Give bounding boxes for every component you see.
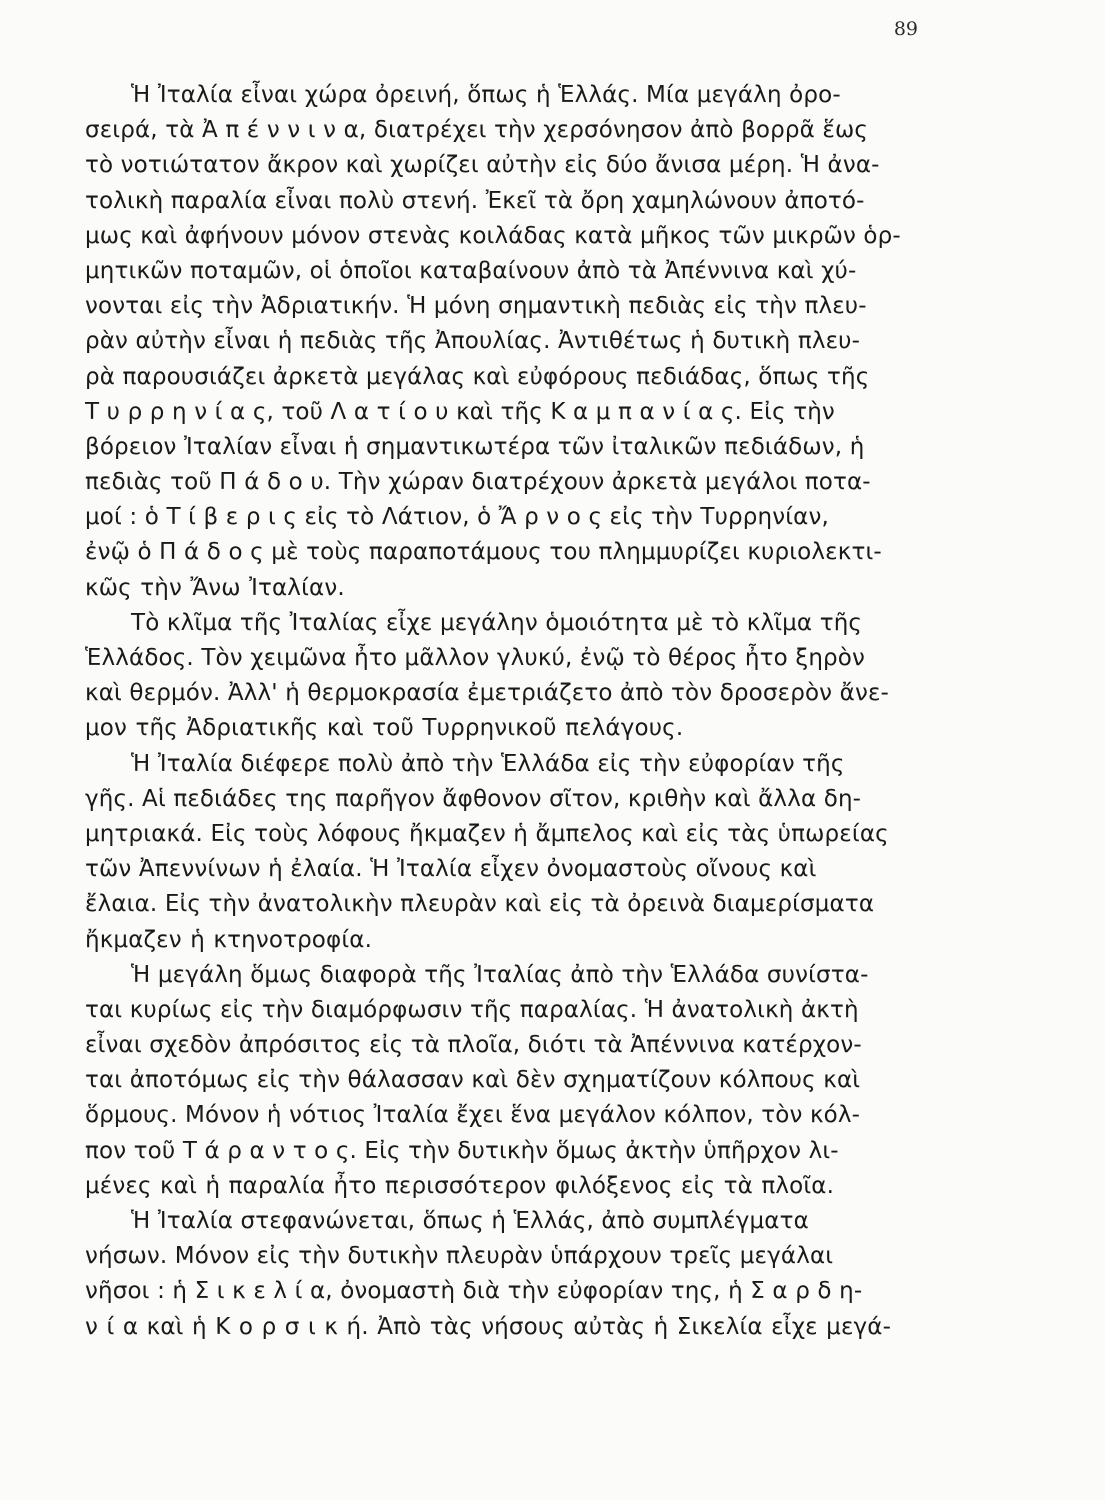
- text-line: Ἡ Ἰταλία διέφερε πολὺ ἀπὸ τὴν Ἑλλάδα εἰς τὴν εὐφορίαν τῆς: [131, 750, 845, 777]
- text-line: πον τοῦ Τ ά ρ α ν τ ο ς. Εἰς τὴν δυτικὴν ὅμως ἀκτὴν ὑπῆρχον λι-: [85, 1137, 839, 1164]
- text-line: μένες καὶ ἡ παραλία ἦτο περισσότερον φιλόξενος εἰς τὰ πλοῖα.: [85, 1172, 835, 1199]
- text-line: βόρειον Ἰταλίαν εἶναι ἡ σημαντικωτέρα τῶν ἰταλικῶν πεδιάδων, ἡ: [85, 433, 865, 460]
- page-number: 89: [893, 18, 918, 40]
- text-line: ἤκμαζεν ἡ κτηνοτροφία.: [85, 926, 373, 953]
- text-line: σειρά, τὰ Ἀ π έ ν ν ι ν α, διατρέχει τὴν χερσόνησον ἀπὸ βορρᾶ ἕως: [85, 117, 869, 144]
- text-line: ἐνῷ ὁ Π ά δ ο ς μὲ τοὺς παραποτάμους του πλημμυρίζει κυριολεκτι-: [85, 539, 882, 566]
- text-line: μητικῶν ποταμῶν, οἱ ὁποῖοι καταβαίνουν ἀπὸ τὰ Ἀπέννινα καὶ χύ-: [85, 257, 857, 284]
- text-line: Ἡ Ἰταλία εἶναι χώρα ὀρεινή, ὅπως ἡ Ἑλλάς. Μία μεγάλη ὀρο-: [131, 82, 841, 108]
- text-line: ται κυρίως εἰς τὴν διαμόρφωσιν τῆς παραλίας. Ἡ ἀνατολικὴ ἀκτὴ: [85, 996, 859, 1023]
- text-line: μως καὶ ἀφήνουν μόνον στενὰς κοιλάδας κατὰ μῆκος τῶν μικρῶν ὁρ-: [85, 222, 901, 249]
- text-line: τὸ νοτιώτατον ἄκρον καὶ χωρίζει αὐτὴν εἰς δύο ἄνισα μέρη. Ἡ ἀνα-: [85, 152, 880, 179]
- text-line: καὶ θερμόν. Ἀλλ' ἡ θερμοκρασία ἐμετριάζετο ἀπὸ τὸν δροσερὸν ἄνε-: [85, 680, 889, 707]
- text-line: ν ί α καὶ ἡ Κ ο ρ σ ι κ ή. Ἀπὸ τὰς νήσους αὐτὰς ἡ Σικελία εἶχε μεγά-: [85, 1313, 892, 1340]
- text-line: Τ υ ρ ρ η ν ί α ς, τοῦ Λ α τ ί ο υ καὶ τῆς Κ α μ π α ν ί α ς. Εἰς τὴν: [85, 398, 835, 425]
- text-line: εἶναι σχεδὸν ἀπρόσιτος εἰς τὰ πλοῖα, διότι τὰ Ἀπέννινα κατέρχον-: [85, 1032, 862, 1059]
- text-line: νονται εἰς τὴν Ἀδριατικήν. Ἡ μόνη σημαντικὴ πεδιὰς εἰς τὴν πλευ-: [85, 293, 867, 320]
- text-line: Τὸ κλῖμα τῆς Ἰταλίας εἶχε μεγάλην ὁμοιότητα μὲ τὸ κλῖμα τῆς: [131, 609, 863, 636]
- text-line: νήσων. Μόνον εἰς τὴν δυτικὴν πλευρὰν ὑπάρχουν τρεῖς μεγάλαι: [85, 1243, 834, 1270]
- text-line: πεδιὰς τοῦ Π ά δ ο υ. Τὴν χώραν διατρέχουν ἀρκετὰ μεγάλοι ποτα-: [85, 469, 871, 496]
- text-line: Ἡ Ἰταλία στεφανώνεται, ὅπως ἡ Ἑλλάς, ἀπὸ συμπλέγματα: [131, 1208, 809, 1234]
- text-line: μον τῆς Ἀδριατικῆς καὶ τοῦ Τυρρηνικοῦ πελάγους.: [85, 715, 684, 742]
- text-line: ὅρμους. Μόνον ἡ νότιος Ἰταλία ἔχει ἕνα μεγάλον κόλπον, τὸν κόλ-: [85, 1102, 861, 1129]
- text-line: τῶν Ἀπεννίνων ἡ ἐλαία. Ἡ Ἰταλία εἶχεν ὀνομαστοὺς οἴνους καὶ: [85, 856, 817, 883]
- text-line: τολικὴ παραλία εἶναι πολὺ στενή. Ἐκεῖ τὰ ὄρη χαμηλώνουν ἀποτό-: [85, 187, 865, 214]
- body-text: [85, 78, 955, 1345]
- text-line: Ἡ μεγάλη ὅμως διαφορὰ τῆς Ἰταλίας ἀπὸ τὴν Ἑλλάδα συνίστα-: [131, 961, 869, 988]
- text-line: ἔλαια. Εἰς τὴν ἀνατολικὴν πλευρὰν καὶ εἰς τὰ ὀρεινὰ διαμερίσματα: [85, 891, 875, 918]
- text-line: ρὰν αὐτὴν εἶναι ἡ πεδιὰς τῆς Ἀπουλίας. Ἀντιθέτως ἡ δυτικὴ πλευ-: [85, 328, 861, 355]
- text-line: ρὰ παρουσιάζει ἀρκετὰ μεγάλας καὶ εὐφόρους πεδιάδας, ὅπως τῆς: [85, 363, 870, 390]
- text-line: μητριακά. Εἰς τοὺς λόφους ἤκμαζεν ἡ ἄμπελος καὶ εἰς τὰς ὑπωρείας: [85, 820, 889, 847]
- text-line: μοί : ὁ Τ ί β ε ρ ι ς εἰς τὸ Λάτιον, ὁ Ἄ ρ ν ο ς εἰς τὴν Τυρρηνίαν,: [85, 504, 829, 531]
- text-line: νῆσοι : ἡ Σ ι κ ε λ ί α, ὀνομαστὴ διὰ τὴν εὐφορίαν της, ἡ Σ α ρ δ η-: [85, 1278, 863, 1305]
- text-line: κῶς τὴν Ἄνω Ἰταλίαν.: [85, 574, 345, 601]
- text-line: Ἑλλάδος. Τὸν χειμῶνα ἦτο μᾶλλον γλυκύ, ἐνῷ τὸ θέρος ἦτο ξηρὸν: [85, 645, 866, 671]
- text-line: γῆς. Αἱ πεδιάδες της παρῆγον ἄφθονον σῖτον, κριθὴν καὶ ἄλλα δη-: [85, 785, 862, 812]
- text-line: ται ἀποτόμως εἰς τὴν θάλασσαν καὶ δὲν σχηματίζουν κόλπους καὶ: [85, 1067, 861, 1094]
